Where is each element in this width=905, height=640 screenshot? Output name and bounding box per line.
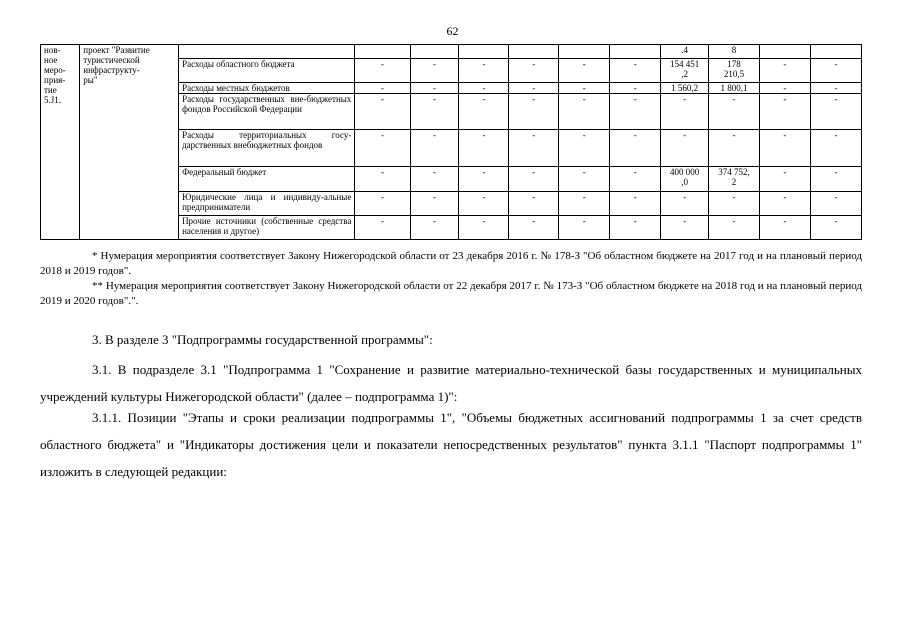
value-cell: - [708, 192, 759, 216]
funding-source-label: Федеральный бюджет [179, 167, 355, 192]
value-cell: - [708, 130, 759, 167]
value-cell: - [509, 216, 559, 240]
paragraph-3-1: 3.1. В подразделе 3.1 "Подпрограмма 1 "Сохранение и развитие материально-технической базы государственных и муниципальных учреждений культуры Нижегородской области" (далее – подпрограмма 1)": [40, 362, 862, 404]
value-cell: - [810, 94, 861, 130]
footnote-1: * Нумерация мероприятия соответствует Закону Нижегородской области от 23 декабря 2016 г. № 178-З "Об областном бюджете на 2017 год и на плановый период 2018 и 2019 годов". [40, 250, 862, 277]
value-cell: - [559, 94, 610, 130]
value-cell: - [759, 83, 810, 94]
value-cell: - [610, 167, 661, 192]
value-cell [509, 45, 559, 59]
funding-source-label: Расходы областного бюджета [179, 59, 355, 83]
value-cell: - [355, 167, 410, 192]
value-cell: - [355, 216, 410, 240]
value-cell: - [559, 130, 610, 167]
value-cell: - [810, 59, 861, 83]
paragraph-3-1-1: 3.1.1. Позиции "Этапы и сроки реализации подпрограммы 1", "Объемы бюджетных ассигнований подпрограммы 1 за счет средств областного бюджета" и "Индикаторы достижения цели и показатели непосредственных результатов" пункта 3.1.1 "Паспорт подпрограммы 1" изложить в следующей редакции: [40, 410, 862, 479]
paragraph-section-3: 3. В разделе 3 "Подпрограммы государственной программы": [92, 332, 433, 347]
value-cell: - [459, 59, 509, 83]
value-cell: - [661, 216, 709, 240]
value-cell: 1 560,2 [661, 83, 709, 94]
value-cell: 178 210,5 [708, 59, 759, 83]
value-cell: .4 [661, 45, 709, 59]
event-number-cell: нов- ное меро- прия- тие 5.J1. [41, 45, 80, 240]
value-cell: - [759, 216, 810, 240]
value-cell: - [610, 130, 661, 167]
table-row [41, 45, 862, 59]
value-cell: - [759, 167, 810, 192]
value-cell: - [810, 167, 861, 192]
value-cell: - [810, 130, 861, 167]
value-cell: 374 752, 2 [708, 167, 759, 192]
value-cell: 154 451 ,2 [661, 59, 709, 83]
value-cell: - [355, 83, 410, 94]
value-cell: - [355, 59, 410, 83]
value-cell: - [509, 167, 559, 192]
value-cell: - [708, 94, 759, 130]
value-cell: - [459, 167, 509, 192]
value-cell: - [410, 59, 459, 83]
value-cell: - [459, 83, 509, 94]
value-cell: - [410, 216, 459, 240]
value-cell [459, 45, 509, 59]
value-cell: - [810, 216, 861, 240]
value-cell: 8 [708, 45, 759, 59]
funding-source-label: Прочие источники (собственные средства населения и другое) [179, 216, 355, 240]
value-cell: - [610, 192, 661, 216]
value-cell: - [661, 130, 709, 167]
value-cell: - [459, 216, 509, 240]
project-name-cell: проект "Развитие туристической инфраструкту- ры" [80, 45, 179, 240]
value-cell: - [708, 216, 759, 240]
funding-source-label [179, 45, 355, 59]
value-cell [355, 45, 410, 59]
value-cell: - [459, 192, 509, 216]
value-cell: - [410, 94, 459, 130]
value-cell: - [410, 192, 459, 216]
value-cell [810, 45, 861, 59]
value-cell: - [661, 192, 709, 216]
value-cell [610, 45, 661, 59]
value-cell: 1 800,1 [708, 83, 759, 94]
value-cell: - [559, 167, 610, 192]
funding-source-label: Расходы местных бюджетов [179, 83, 355, 94]
value-cell [759, 45, 810, 59]
value-cell: - [509, 83, 559, 94]
value-cell: - [355, 130, 410, 167]
value-cell: - [410, 167, 459, 192]
value-cell [559, 45, 610, 59]
value-cell: - [610, 83, 661, 94]
value-cell: - [610, 94, 661, 130]
value-cell: - [559, 59, 610, 83]
funding-source-label: Юридические лица и индивиду-альные предприниматели [179, 192, 355, 216]
value-cell: - [810, 83, 861, 94]
value-cell: - [459, 130, 509, 167]
value-cell: - [661, 94, 709, 130]
value-cell: - [509, 59, 559, 83]
value-cell: - [355, 94, 410, 130]
value-cell: - [759, 130, 810, 167]
value-cell: - [559, 216, 610, 240]
value-cell: - [759, 94, 810, 130]
value-cell: - [759, 59, 810, 83]
funding-source-label: Расходы территориальных госу-дарственных внебюджетных фондов [179, 130, 355, 167]
value-cell: - [509, 94, 559, 130]
value-cell: 400 000 ,0 [661, 167, 709, 192]
value-cell: - [355, 192, 410, 216]
value-cell: - [509, 192, 559, 216]
value-cell: - [759, 192, 810, 216]
value-cell: - [509, 130, 559, 167]
value-cell: - [459, 94, 509, 130]
value-cell: - [810, 192, 861, 216]
funding-source-label: Расходы государственных вне-бюджетных фондов Российской Федерации [179, 94, 355, 130]
value-cell: - [610, 216, 661, 240]
value-cell: - [559, 83, 610, 94]
budget-table [40, 44, 862, 240]
value-cell: - [610, 59, 661, 83]
value-cell: - [559, 192, 610, 216]
footnote-2: ** Нумерация мероприятия соответствует Закону Нижегородской области от 22 декабря 2017 г. № 173-З "Об областном бюджете на 2018 год и на плановый период 2019 и 2020 годов".". [40, 280, 862, 307]
value-cell [410, 45, 459, 59]
page-number: 62 [446, 24, 459, 38]
value-cell: - [410, 130, 459, 167]
value-cell: - [410, 83, 459, 94]
